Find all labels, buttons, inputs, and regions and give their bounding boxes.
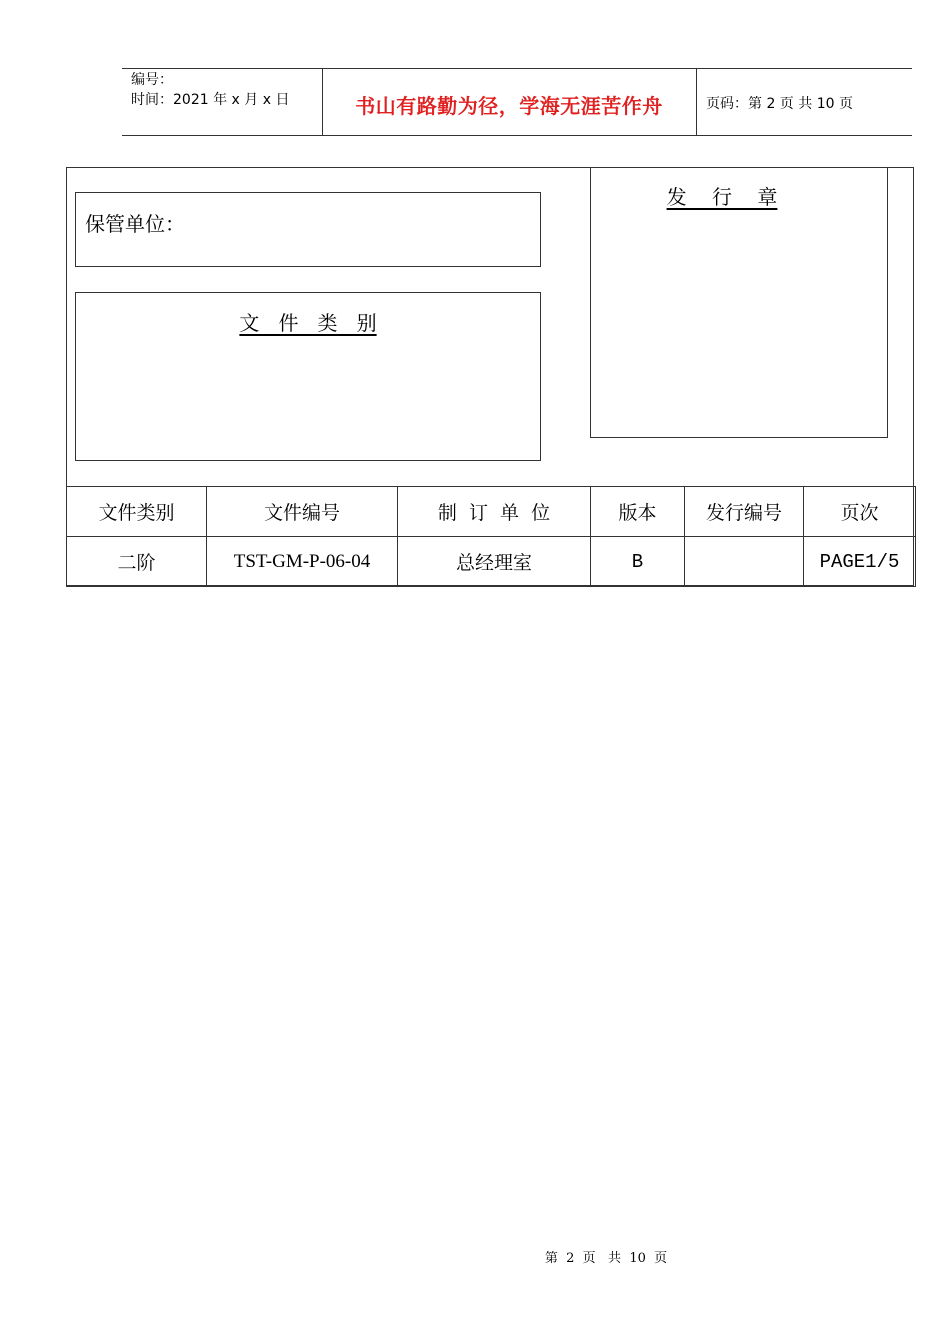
page-footer: [0, 1247, 950, 1266]
table-row: [67, 537, 916, 587]
version-value: B: [591, 537, 685, 587]
header-meta: [131, 70, 289, 110]
keeper-label: 保管单位：: [85, 212, 185, 236]
header-bottom-rule: [122, 135, 912, 136]
header-page-info: 页码：第 2 页 共 10 页: [706, 96, 853, 112]
document-number-label: 编号：: [131, 72, 173, 88]
category-title: 文 件 类 别: [239, 311, 377, 335]
table-header-cell: 文件类别: [67, 487, 207, 537]
document-number-value: TST-GM-P-06-04: [207, 537, 398, 587]
header-divider-right: [696, 68, 697, 135]
table-header-cell: 版本: [591, 487, 685, 537]
document-info-table: [66, 486, 916, 587]
table-header-cell: 页次: [804, 487, 916, 537]
category-value: 二阶: [67, 537, 207, 587]
issuing-unit-value: 总经理室: [398, 537, 591, 587]
header-top-rule: [122, 68, 912, 69]
document-time: 时间：2021 年 x 月 x 日: [131, 92, 290, 108]
page-count-value: PAGE1/5: [804, 537, 916, 587]
issue-number-value: [685, 537, 804, 587]
table-header-cell: 文件编号: [207, 487, 398, 537]
seal-title: 发 行 章: [666, 185, 778, 209]
footer-page-number: 第 2 页 共 10 页: [544, 1251, 668, 1266]
table-header-row: [67, 487, 916, 537]
table-header-cell: 制 订 单 位: [398, 487, 591, 537]
header-motto: 书山有路勤为径，学海无涯苦作舟: [355, 94, 663, 118]
table-header-cell: 发行编号: [685, 487, 804, 537]
